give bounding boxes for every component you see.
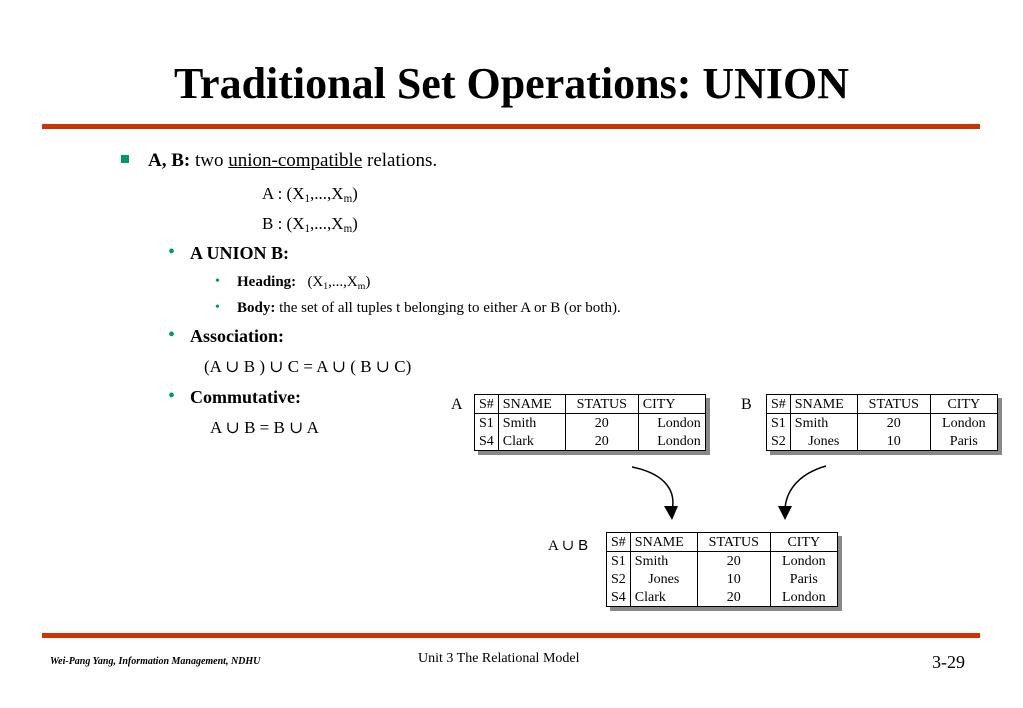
- col-header-sno: S#: [607, 533, 631, 552]
- col-header-status: STATUS: [697, 533, 770, 552]
- dot-bullet-icon: •: [168, 241, 176, 263]
- ab-text1: two: [190, 150, 229, 171]
- col-header-status: STATUS: [857, 395, 930, 414]
- ab-label: A, B:: [148, 150, 191, 171]
- cell-city: London: [638, 414, 705, 433]
- col-header-city: CITY: [770, 533, 837, 552]
- cell-sname: Smith: [630, 552, 697, 571]
- col-header-sno: S#: [767, 395, 791, 414]
- footer-divider: [42, 633, 980, 638]
- dot-bullet-icon: •: [215, 300, 220, 315]
- commutative-formula: A ∪ B = B ∪ A: [210, 418, 319, 437]
- union-compatible-term: union-compatible: [228, 150, 363, 171]
- cell-sname: Jones: [630, 570, 697, 588]
- body-label: Body:: [237, 300, 276, 316]
- dot-bullet-icon: •: [168, 324, 176, 346]
- b-def-close: ): [352, 214, 358, 233]
- union-heading: A UNION B:: [190, 243, 290, 263]
- cell-status: 20: [565, 414, 638, 433]
- relation-a-label: A: [451, 396, 463, 413]
- b-def-prefix: B : (X: [262, 214, 305, 233]
- dot-bullet-icon: •: [215, 274, 220, 289]
- heading-subm: m: [357, 281, 366, 292]
- slide-title: Traditional Set Operations: UNION: [173, 59, 850, 108]
- cell-sname: Smith: [498, 414, 565, 433]
- cell-status: 20: [565, 432, 638, 451]
- association-formula: (A ∪ B ) ∪ C = A ∪ ( B ∪ C): [204, 357, 412, 376]
- cell-sname: Smith: [790, 414, 857, 433]
- heading-close: ): [365, 274, 371, 290]
- cell-city: Paris: [930, 432, 997, 451]
- cell-status: 20: [697, 552, 770, 571]
- cell-status: 20: [697, 588, 770, 607]
- footer-author: Wei-Pang Yang, Information Management, NDHU: [50, 656, 261, 667]
- cell-city: London: [930, 414, 997, 433]
- association-label: Association:: [190, 326, 284, 346]
- union-label-suffix: B: [578, 537, 589, 554]
- a-def-sub1: 1: [304, 193, 311, 205]
- col-header-city: CITY: [638, 395, 705, 414]
- a-def-prefix: A : (X: [262, 184, 305, 203]
- relation-b-label: B: [741, 396, 752, 413]
- b-def-mid: ,...,X: [310, 214, 344, 233]
- cell-sname: Clark: [498, 432, 565, 451]
- cell-city: London: [770, 588, 837, 607]
- cell-status: 10: [857, 432, 930, 451]
- col-header-city: CITY: [930, 395, 997, 414]
- cell-sno: S2: [607, 570, 631, 588]
- col-header-sname: SNAME: [498, 395, 565, 414]
- col-header-sno: S#: [475, 395, 499, 414]
- cell-sno: S1: [767, 414, 791, 433]
- a-def-mid: ,...,X: [310, 184, 344, 203]
- col-header-status: STATUS: [565, 395, 638, 414]
- cell-sno: S1: [475, 414, 499, 433]
- a-def-subm: m: [343, 193, 353, 205]
- cell-sno: S4: [475, 432, 499, 451]
- dot-bullet-icon: •: [168, 385, 176, 407]
- heading-sub1: 1: [323, 281, 329, 292]
- union-label-prefix: A ∪: [548, 538, 579, 554]
- arrowhead-right-icon: [778, 506, 792, 520]
- cell-status: 10: [697, 570, 770, 588]
- footer-unit: Unit 3 The Relational Model: [418, 651, 580, 666]
- cell-sno: S4: [607, 588, 631, 607]
- a-def-close: ): [352, 184, 358, 203]
- b-def-sub1: 1: [304, 223, 311, 235]
- col-header-sname: SNAME: [630, 533, 697, 552]
- cell-sname: Jones: [790, 432, 857, 451]
- b-def-subm: m: [343, 223, 353, 235]
- heading-mid: ,...,X: [328, 274, 358, 290]
- cell-sname: Clark: [630, 588, 697, 607]
- footer-page-number: 3-29: [932, 652, 965, 672]
- cell-status: 20: [857, 414, 930, 433]
- ab-text2: relations.: [362, 150, 438, 171]
- heading-label: Heading:: [237, 274, 297, 290]
- cell-city: London: [638, 432, 705, 451]
- body-text: the set of all tuples t belonging to either A or B (or both).: [275, 300, 621, 316]
- commutative-label: Commutative:: [190, 387, 301, 407]
- cell-sno: S2: [767, 432, 791, 451]
- cell-sno: S1: [607, 552, 631, 571]
- cell-city: London: [770, 552, 837, 571]
- heading-prefix: (X: [307, 274, 324, 290]
- cell-city: Paris: [770, 570, 837, 588]
- col-header-sname: SNAME: [790, 395, 857, 414]
- arrowhead-left-icon: [664, 506, 678, 520]
